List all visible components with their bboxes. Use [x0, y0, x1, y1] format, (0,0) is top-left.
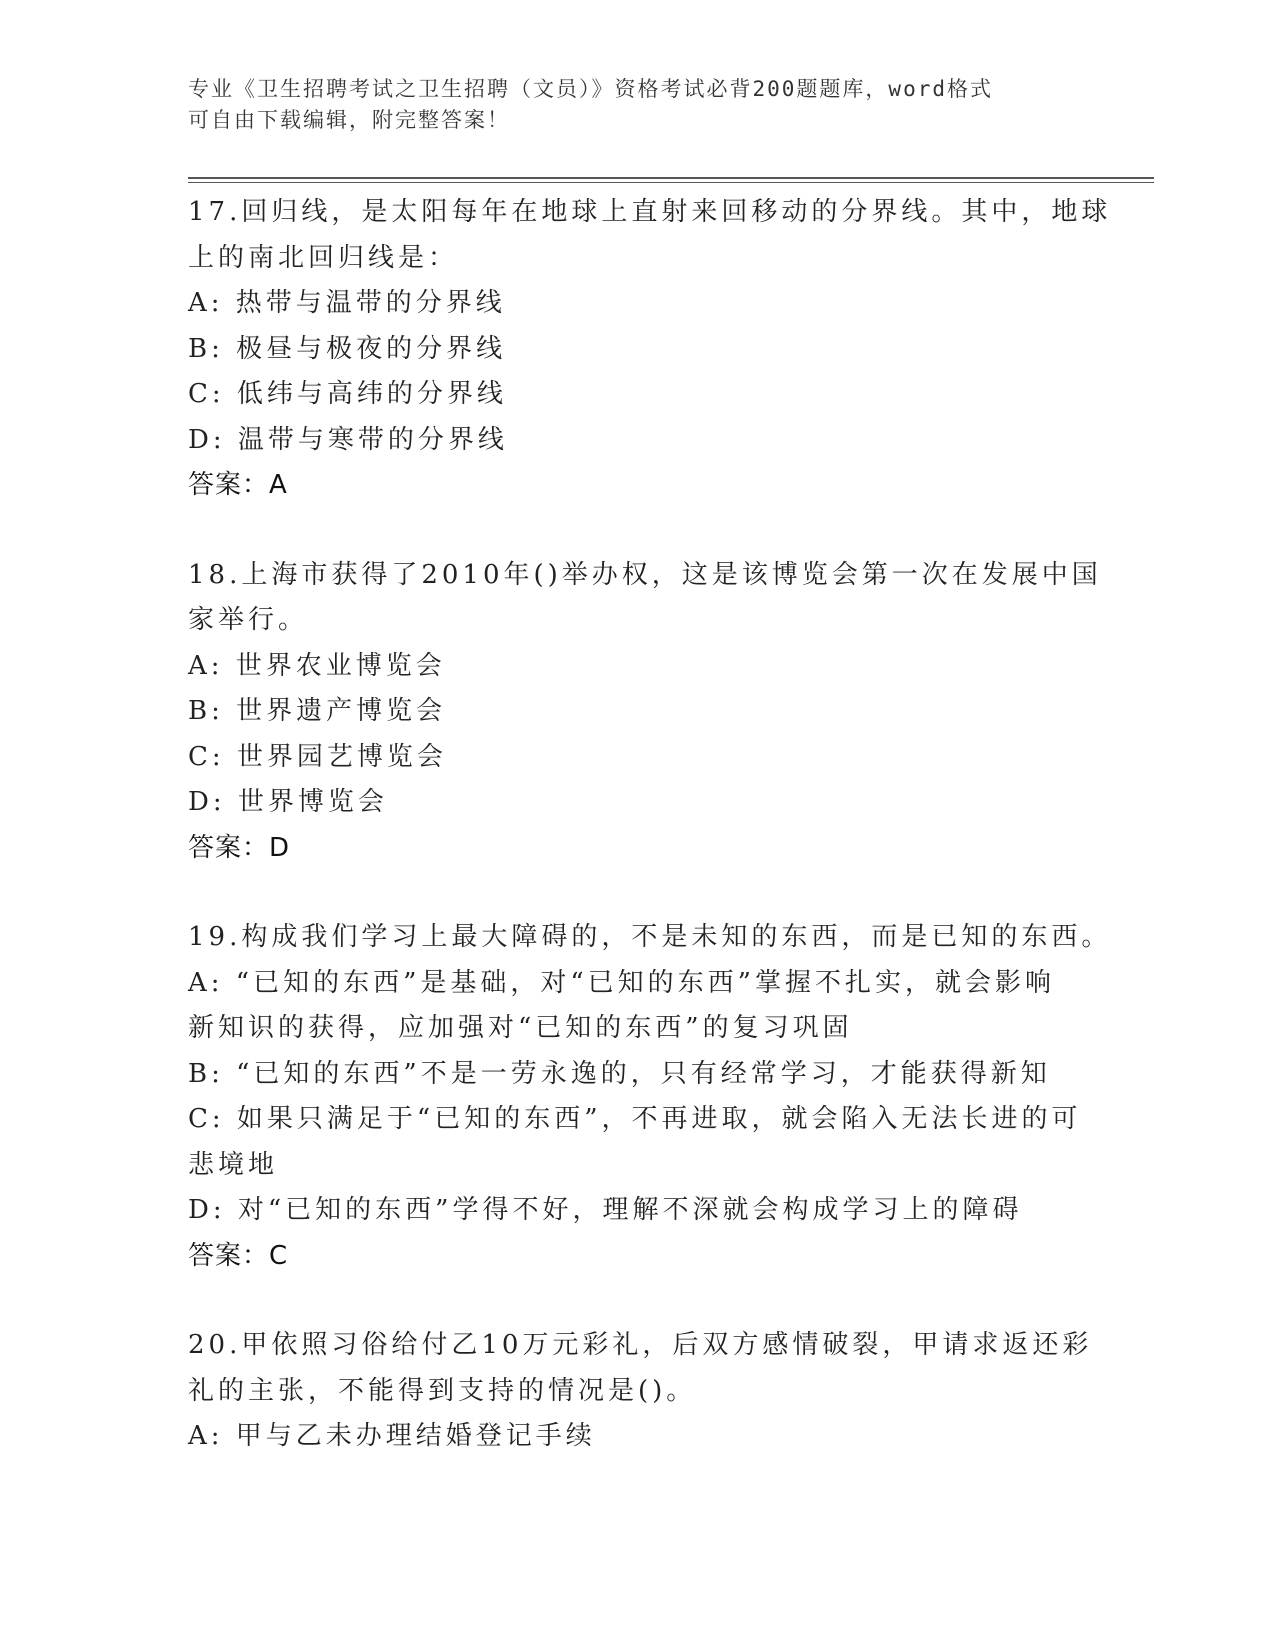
- question-item: [188, 915, 1112, 1279]
- document-header: [188, 74, 1088, 136]
- option-a: A: “已知的东西”是基础，对“已知的东西”掌握不扎实，就会影响: [188, 967, 1055, 998]
- option-a: A: 甲与乙未办理结婚登记手续: [188, 1421, 596, 1451]
- question-stem: 上的南北回归线是：: [188, 242, 459, 273]
- answer-label: 答案：C: [188, 1240, 289, 1271]
- header-divider-thin: [188, 182, 1154, 183]
- header-divider: [188, 177, 1154, 179]
- option-a: A: 世界农业博览会: [188, 650, 446, 681]
- option-d: D: 世界博览会: [188, 787, 388, 817]
- question-list: [188, 190, 1112, 1504]
- question-item: [188, 1323, 1093, 1460]
- answer-label: 答案：D: [188, 832, 291, 863]
- option-c: C: 低纬与高纬的分界线: [188, 379, 507, 409]
- answer-label: 答案：A: [188, 470, 288, 500]
- header-line: 专业《卫生招聘考试之卫生招聘（文员）》资格考试必背200题题库，word格式: [188, 77, 993, 101]
- option-c: C: 如果只满足于“已知的东西”，不再进取，就会陷入无法长进的可: [188, 1104, 1082, 1134]
- option-b: B: 极昼与极夜的分界线: [188, 333, 507, 364]
- option-d: D: 对“已知的东西”学得不好，理解不深就会构成学习上的障碍: [188, 1195, 1023, 1225]
- question-item: [188, 553, 1102, 872]
- question-stem: 19.构成我们学习上最大障碍的，不是未知的东西，而是已知的东西。: [188, 922, 1112, 952]
- question-stem: 家举行。: [188, 605, 309, 635]
- option-a: A: 热带与温带的分界线: [188, 288, 506, 318]
- question-stem: 18.上海市获得了2010年()举办权，这是该博览会第一次在发展中国: [188, 559, 1102, 590]
- question-stem: 礼的主张，不能得到支持的情况是()。: [188, 1375, 697, 1406]
- header-line: 可自由下载编辑，附完整答案！: [188, 108, 510, 132]
- option-a-continued: 新知识的获得，应加强对“已知的东西”的复习巩固: [188, 1013, 853, 1043]
- option-c-continued: 悲境地: [188, 1149, 279, 1180]
- option-b: B: 世界遗产博览会: [188, 696, 447, 726]
- question-item: [188, 190, 1112, 509]
- option-b: B: “已知的东西”不是一劳永逸的，只有经常学习，才能获得新知: [188, 1058, 1051, 1089]
- question-stem: 20.甲依照习俗给付乙10万元彩礼，后双方感情破裂，甲请求返还彩: [188, 1330, 1093, 1360]
- option-d: D: 温带与寒带的分界线: [188, 424, 508, 455]
- question-stem: 17.回归线，是太阳每年在地球上直射来回移动的分界线。其中，地球: [188, 197, 1112, 227]
- option-c: C: 世界园艺博览会: [188, 741, 447, 772]
